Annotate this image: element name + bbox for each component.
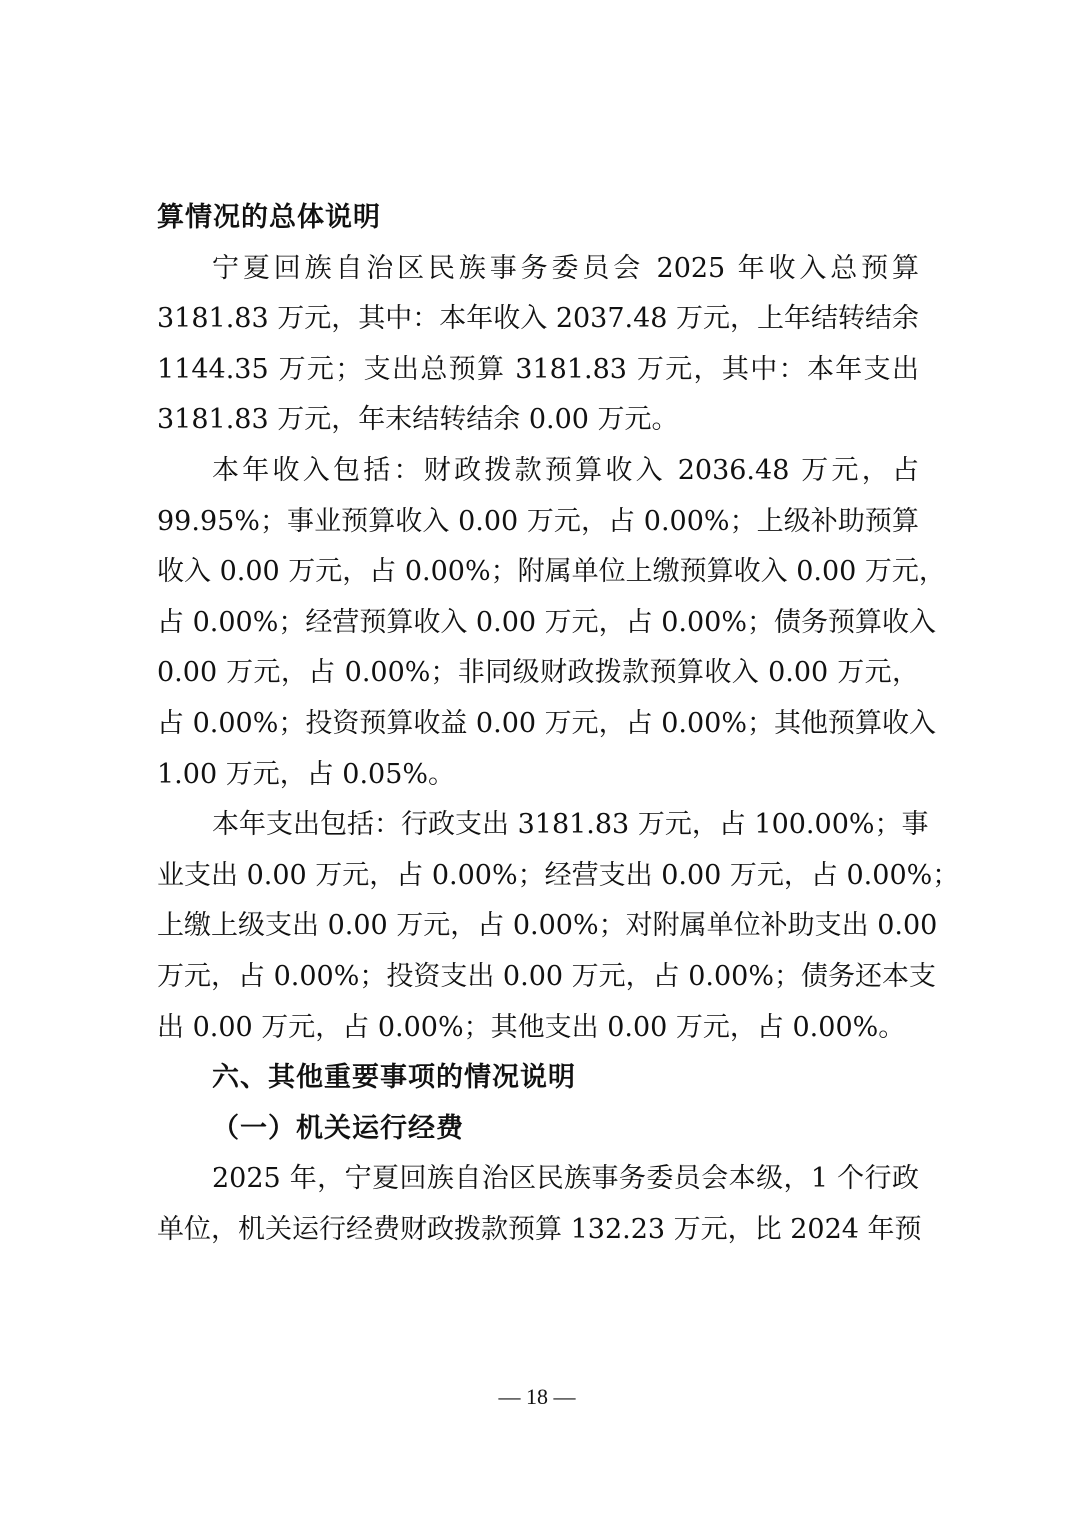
paragraph-line: 本年收入包括：财政拨款预算收入 2036.48 万元，占 (212, 454, 919, 486)
paragraph-line: 1.00 万元，占 0.05%。 (157, 758, 456, 790)
paragraph-line: 0.00 万元，占 0.00%；非同级财政拨款预算收入 0.00 万元， (157, 657, 919, 689)
paragraph-line: 收入 0.00 万元，占 0.00%；附属单位上缴预算收入 0.00 万元， (157, 556, 946, 588)
paragraph-line: 单位，机关运行经费财政拨款预算 132.23 万元，比 2024 年预 (157, 1213, 922, 1245)
section-heading: 六、其他重要事项的情况说明 (212, 1062, 576, 1094)
document-body (157, 193, 960, 1255)
paragraph-line: 本年支出包括：行政支出 3181.83 万元，占 100.00%；事 (212, 809, 929, 841)
paragraph-line: 万元，占 0.00%；投资支出 0.00 万元，占 0.00%；债务还本支 (157, 960, 936, 992)
paragraph-line: 宁夏回族自治区民族事务委员会 2025 年收入总预算 (212, 252, 919, 284)
paragraph-line: 3181.83 万元，其中：本年收入 2037.48 万元，上年结转结余 (157, 303, 920, 335)
paragraph-line: 3181.83 万元，年末结转结余 0.00 万元。 (157, 404, 679, 436)
paragraph-line: 业支出 0.00 万元，占 0.00%；经营支出 0.00 万元，占 0.00%； (157, 859, 960, 891)
paragraph-line: 占 0.00%；投资预算收益 0.00 万元，占 0.00%；其他预算收入 (157, 707, 936, 739)
subsection-heading: （一）机关运行经费 (212, 1112, 464, 1144)
paragraph-line: 占 0.00%；经营预算收入 0.00 万元，占 0.00%；债务预算收入 (157, 606, 936, 638)
paragraph-line: 2025 年，宁夏回族自治区民族事务委员会本级，1 个行政 (212, 1163, 919, 1195)
page-number: — 18 — (498, 1384, 576, 1409)
paragraph-line: 上缴上级支出 0.00 万元，占 0.00%；对附属单位补助支出 0.00 (157, 910, 938, 942)
paragraph-line: 1144.35 万元；支出总预算 3181.83 万元，其中：本年支出 (157, 353, 919, 385)
section-heading-continued: 算情况的总体说明 (157, 202, 381, 233)
paragraph-line: 出 0.00 万元，占 0.00%；其他支出 0.00 万元，占 0.00%。 (157, 1011, 906, 1043)
paragraph-line: 99.95%；事业预算收入 0.00 万元，占 0.00%；上级补助预算 (157, 505, 919, 537)
